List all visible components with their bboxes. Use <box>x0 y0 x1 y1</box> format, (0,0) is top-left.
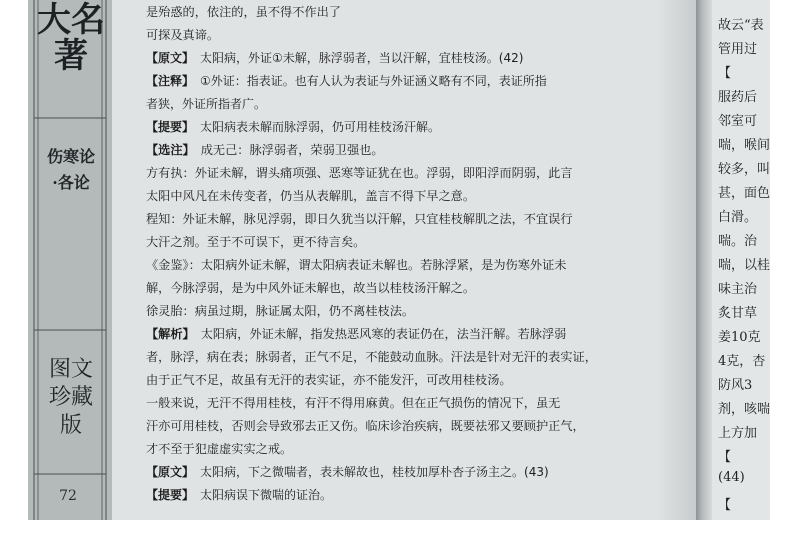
text-line <box>146 119 440 135</box>
line-text: ①外证：指表证。也有人认为表证与外证涵义略有不同，表证所指 <box>200 74 547 88</box>
right-page <box>712 0 770 520</box>
text-line <box>146 326 566 342</box>
book-gutter <box>696 0 712 520</box>
right-text-line: 喘，喉间 <box>718 138 770 153</box>
line-text: 大汗之剂。至于不可误下，更不待言矣。 <box>146 235 366 249</box>
text-line <box>146 303 414 319</box>
text-line <box>146 211 573 227</box>
section-tag: 【解析】 <box>146 327 195 341</box>
line-text: 太阳病，下之微喘者，表未解故也，桂枝加厚朴杏子汤主之。(43) <box>200 465 549 479</box>
text-line <box>146 464 549 480</box>
text-line <box>146 257 566 273</box>
text-line <box>146 349 597 365</box>
right-text-line: 防风3 <box>718 378 753 393</box>
line-text: 才不至于犯虚虚实实之戒。 <box>146 442 293 456</box>
right-text-line: 4克，杏 <box>718 354 766 369</box>
sidebar-rule-lines <box>28 0 112 520</box>
right-text-line: 白滑。 <box>718 210 758 225</box>
right-text-line: 管用过 <box>718 42 758 57</box>
line-text: 汗亦可用桂枝，否则会导致邪去正又伤。临床诊治疾病，既要祛邪又要顾护正气， <box>146 419 585 433</box>
line-text: 程知：外证未解，脉见浮弱，即日久犹当以汗解，只宜桂枝解肌之法，不宜误行 <box>146 212 573 226</box>
text-line <box>146 418 585 434</box>
text-line <box>146 142 384 158</box>
right-text-line: 剂，咳喘 <box>718 402 770 417</box>
section-tag: 【提要】 <box>146 488 195 502</box>
text-line <box>146 165 573 181</box>
line-text: 太阳中风凡在未传变者，仍当从表解肌，盖言不得下早之意。 <box>146 189 476 203</box>
page-shadow <box>656 0 696 520</box>
text-line <box>146 188 475 204</box>
text-line <box>146 234 365 250</box>
book-photo <box>28 0 770 520</box>
line-text: 太阳病，外证①未解，脉浮弱者，当以汗解，宜桂枝汤。(42) <box>200 51 524 65</box>
series-title: 大名著 <box>37 0 105 76</box>
text-line <box>146 4 341 20</box>
text-line <box>146 96 266 112</box>
line-text: 一般来说，无汗不得用桂枝，有汗不得用麻黄。但在正气损伤的情况下，虽无 <box>146 396 561 410</box>
line-text: 方有执：外证未解，谓头痛项强、恶寒等证犹在也。浮弱，即阳浮而阴弱，此言 <box>146 166 573 180</box>
right-text-line: 味主治 <box>718 282 758 297</box>
line-text: 者狭，外证所指者广。 <box>146 97 267 111</box>
text-line <box>146 372 512 388</box>
right-text-line: (44) <box>718 470 745 485</box>
book-title: 伤寒论·各论 <box>46 147 95 192</box>
line-text: 太阳病，外证未解，指发热恶风寒的表证仍在，法当汗解。若脉浮弱 <box>200 327 567 341</box>
text-line <box>146 280 475 296</box>
right-text-line: 喘，以桂 <box>718 258 770 273</box>
line-text: 解，今脉浮弱，是为中风外证未解也，故当以桂枝汤汗解之。 <box>146 281 476 295</box>
line-text: 者，脉浮，病在表；脉弱者，正气不足，不能鼓动血脉。汗法是针对无汗的表实证， <box>146 350 597 364</box>
right-text-line: 较多，叫 <box>718 162 770 177</box>
line-text: 太阳病误下微喘的证治。 <box>200 488 333 502</box>
line-text: 成无己：脉浮弱者，荣弱卫强也。 <box>200 143 384 157</box>
book-spine-sidebar <box>28 0 112 520</box>
right-text-line: 上方加 <box>718 426 758 441</box>
right-text-line: 姜10克 <box>718 330 761 345</box>
right-text-line: 喘。治 <box>718 234 758 249</box>
section-tag: 【提要】 <box>146 120 195 134</box>
text-line <box>146 27 219 43</box>
text-line <box>146 50 523 66</box>
section-tag: 【选注】 <box>146 143 195 157</box>
line-text: 由于正气不足，故虽有无汗的表实证，亦不能发汗，可改用桂枝汤。 <box>146 373 512 387</box>
section-tag: 【注释】 <box>146 74 195 88</box>
right-text-line: 甚，面色 <box>718 186 770 201</box>
right-text-line: 【 <box>718 498 732 513</box>
line-text: 徐灵胎：病虽过期，脉证属太阳，仍不离桂枝法。 <box>146 304 415 318</box>
text-line <box>146 395 560 411</box>
line-text: 可探及真谛。 <box>146 28 220 42</box>
edition-tagline: 图文珍藏版 <box>48 357 93 438</box>
text-line <box>146 441 292 457</box>
text-line <box>146 487 332 503</box>
right-text-line: 故云“表 <box>718 18 764 33</box>
line-text: 太阳病表未解而脉浮弱，仍可用桂枝汤汗解。 <box>200 120 441 134</box>
line-text: 《金鉴》：太阳病外证未解，谓太阳病表证未解也。若脉浮紧，是为伤寒外证未 <box>146 258 567 272</box>
page-number: 72 <box>59 488 77 504</box>
line-text: 是殆惑的，依注的，虽不得不作出了 <box>146 5 341 19</box>
right-text-line: 服药后 <box>718 90 758 105</box>
text-line <box>146 73 547 89</box>
right-text-line: 邻室可 <box>718 114 758 129</box>
section-tag: 【原文】 <box>146 51 195 65</box>
main-text-body <box>112 0 696 520</box>
right-text-line: 【 <box>718 450 732 465</box>
right-text-line: 【 <box>718 66 732 81</box>
right-text-line: 炙甘草 <box>718 306 758 321</box>
left-page <box>112 0 696 520</box>
section-tag: 【原文】 <box>146 465 195 479</box>
